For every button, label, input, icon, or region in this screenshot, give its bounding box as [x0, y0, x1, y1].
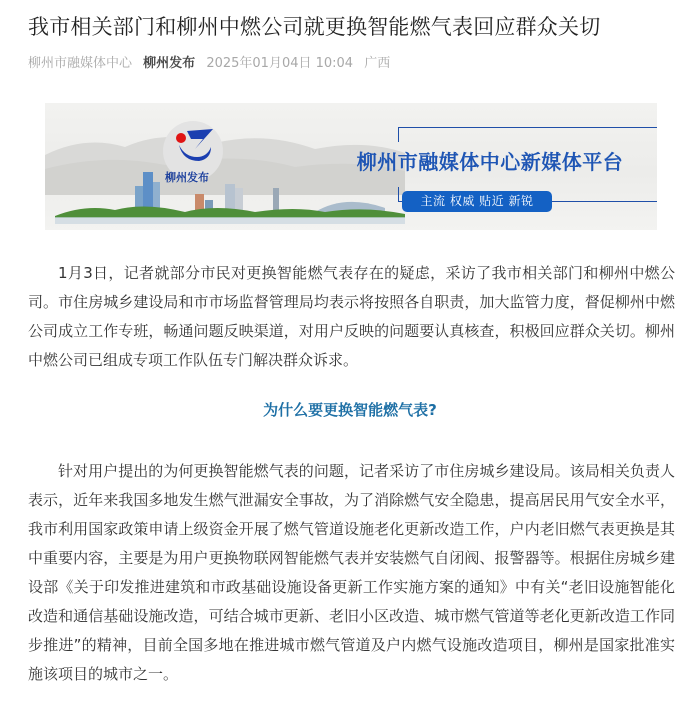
logo-swoosh-icon [173, 127, 217, 167]
header-banner-image [45, 103, 657, 230]
article-title: 我市相关部门和柳州中燃公司就更换智能燃气表回应群众关切 [28, 15, 601, 39]
title-frame-top [398, 127, 657, 142]
logo-label: 柳州发布 [165, 171, 209, 184]
section-heading: 为什么要更换智能燃气表? [263, 401, 437, 419]
location: 广西 [364, 56, 391, 71]
article-paragraph: 1月3日，记者就部分市民对更换智能燃气表存在的疑虑，采访了我市相关部门和柳州中燃公司。市住房城乡建设局和市市场监督管理局均表示将按照各自职责，加大监管力度，督促柳州中燃公司成立工作专班，畅通问题反映渠道，对用户反映的问题要认真核查，积极回应群众关切。柳州中燃公司已组成专项工作队伍专门解决群众诉求。 [28, 264, 675, 369]
article-meta [28, 54, 397, 74]
author-link[interactable]: 柳州发布 [143, 56, 196, 71]
platform-title: 柳州市融媒体中心新媒体平台 [356, 150, 624, 174]
article-paragraph: 针对用户提出的为何更换智能燃气表的问题，记者采访了市住房城乡建设局。该局相关负责人表示，近年来我国多地发生燃气泄漏安全事故，为了消除燃气安全隐患，提高居民用气安全水平，我市利用国家政策申请上级资金开展了燃气管道设施老化更新改造工作，户内老旧燃气表更换是其中重要内容，主要是为用户更换物联网智能燃气表并安装燃气自闭阀、报警器等。根据住房城乡建设部《关于印发推进建筑和市政基础设施设备更新工作实施方案的通知》中有关“老旧设施智能化改造和通信基础设施改造，可结合城市更新、老旧小区改造、城市燃气管道等老化更新改造工作同步推进”的精神，目前全国多地在推进城市燃气管道及户内燃气设施改造项目，柳州是国家批准实施该项目的城市之一。 [28, 462, 675, 683]
slogan-badge: 主流 权威 贴近 新锐 [402, 191, 552, 212]
source-name: 柳州市融媒体中心 [28, 56, 133, 71]
publish-datetime: 2025年01月04日 10:04 [206, 56, 354, 71]
